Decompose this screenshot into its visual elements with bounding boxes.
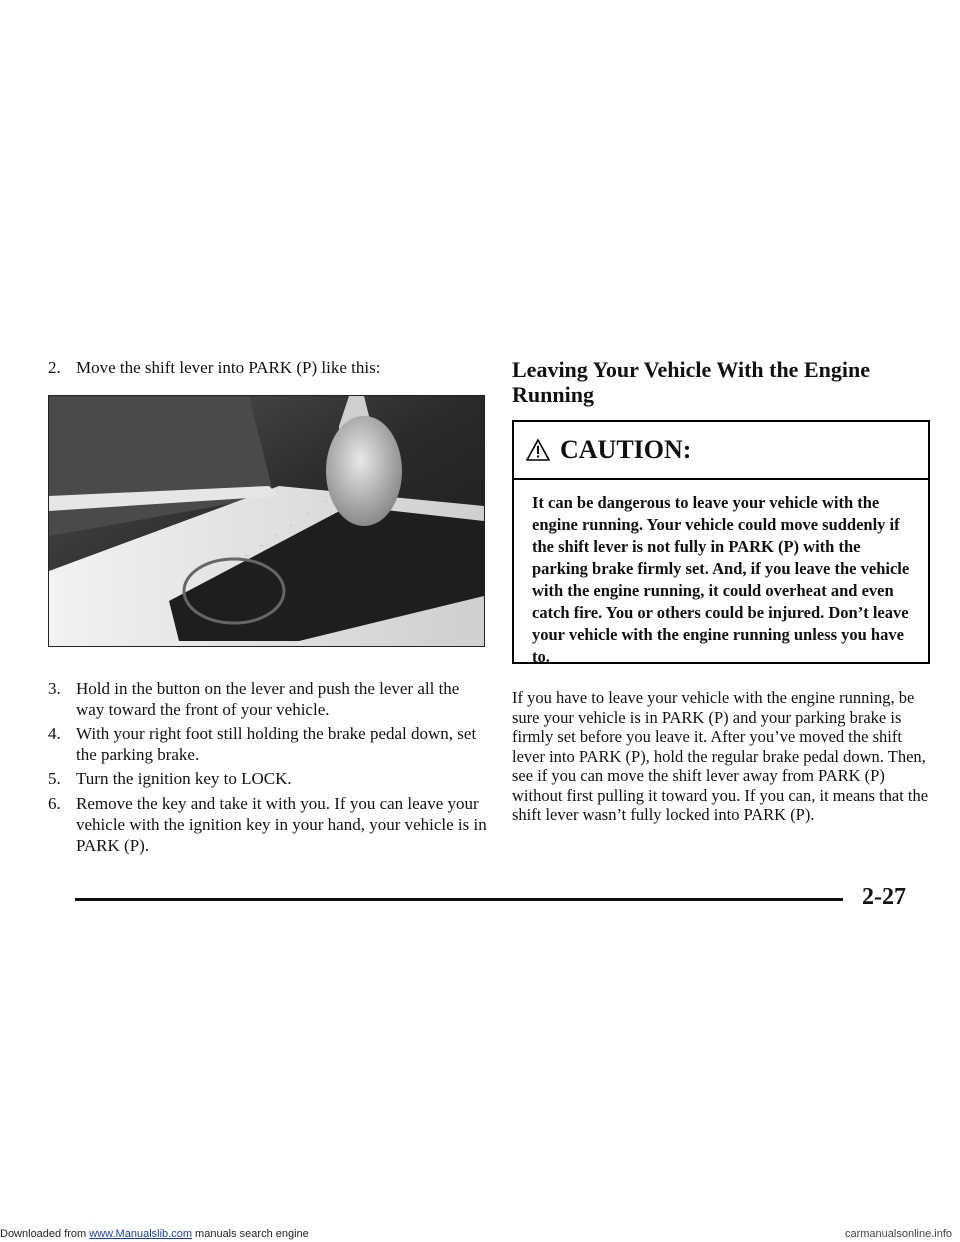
svg-text:–: –	[244, 550, 250, 560]
download-footer	[0, 1226, 960, 1242]
section-heading: Leaving Your Vehicle With the Engine Running	[512, 357, 870, 407]
caution-header	[514, 422, 928, 480]
body-paragraph: If you have to leave your vehicle with the engine running, be sure your vehicle is in PARK (P) and your parking brake is firmly set before you leave it. After you’ve moved the shift lever into PARK (P), hold the regular brake pedal down. Then, see if you can move the shift lever away from PARK (P) without first pulling it toward you. If you can, it means that the shift lever wasn’t fully locked into PARK (P).	[512, 688, 929, 824]
svg-text:–: –	[259, 540, 265, 550]
caution-text: It can be dangerous to leave your vehicle with the engine running. Your vehicle could move suddenly if the shift lever is not fully in PARK (P) with the parking brake firmly set. And, if you leave the vehicle with the engine running, it could overheat and even catch fire. You or others could be injured. Don’t leave your vehicle with the engine running unless you have to.	[532, 493, 910, 666]
step-4	[48, 723, 488, 765]
step-3	[48, 678, 488, 720]
step-number: 6.	[48, 794, 61, 813]
step-number: 4.	[48, 724, 61, 743]
step-text: Hold in the button on the lever and push the lever all the way toward the front of your vehicle.	[76, 679, 460, 719]
svg-text:◦: ◦	[274, 530, 278, 540]
step-6	[48, 793, 488, 856]
step-text: Turn the ignition key to LOCK.	[76, 769, 292, 788]
step-2	[48, 357, 488, 378]
svg-text:◦: ◦	[307, 508, 311, 518]
step-text: Move the shift lever into PARK (P) like this:	[76, 358, 381, 377]
step-5	[48, 768, 488, 789]
shift-lever-photo	[48, 395, 485, 647]
step-number: 3.	[48, 679, 61, 698]
footer-prefix: Downloaded from	[0, 1228, 87, 1240]
page-number: 2-27	[862, 884, 906, 910]
step-text: With your right foot still holding the brake pedal down, set the parking brake.	[76, 724, 477, 764]
footer-rule	[75, 898, 843, 901]
manualslib-link[interactable]: www.Manualslib.com	[89, 1228, 192, 1240]
step-number: 5.	[48, 769, 61, 788]
step-number: 2.	[48, 358, 61, 377]
shift-lever-illustration	[49, 396, 484, 646]
footer-suffix: manuals search engine	[195, 1228, 309, 1240]
svg-text:◦: ◦	[324, 496, 328, 506]
caution-title: CAUTION:	[560, 435, 692, 464]
svg-text:◦: ◦	[289, 520, 293, 530]
watermark-text: carmanualsonline.info	[844, 1228, 952, 1240]
caution-box	[512, 420, 930, 664]
step-text: Remove the key and take it with you. If you can leave your vehicle with the ignition key in your hand, your vehicle is in PARK (P).	[76, 794, 487, 855]
warning-triangle-icon	[526, 439, 550, 461]
